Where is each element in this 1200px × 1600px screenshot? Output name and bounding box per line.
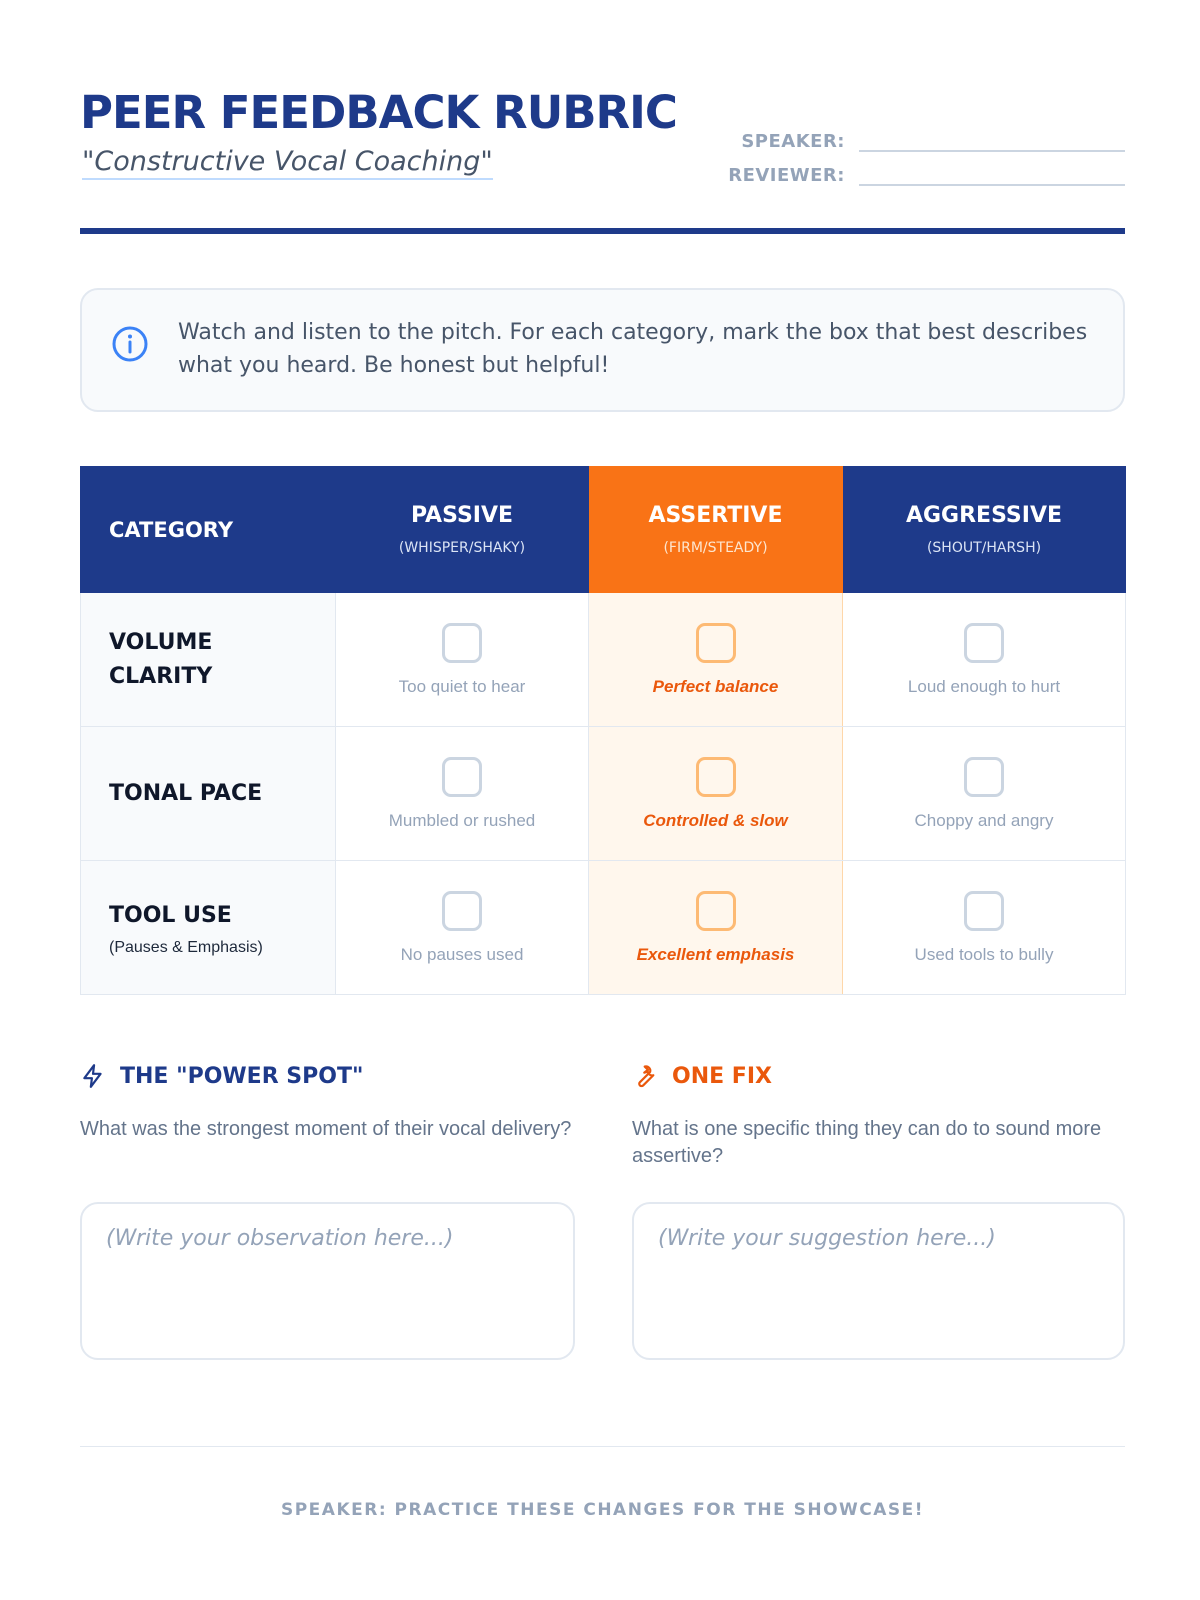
- rubric-row-tonal-pace: [81, 727, 1126, 861]
- checkbox[interactable]: [964, 891, 1004, 931]
- checkbox[interactable]: [964, 623, 1004, 663]
- rubric-cell: [843, 593, 1126, 727]
- page-title: PEER FEEDBACK RUBRIC: [80, 86, 677, 139]
- rubric-header-row: [81, 467, 1126, 593]
- checkbox[interactable]: [696, 757, 736, 797]
- power-spot-title: THE "POWER SPOT": [120, 1063, 364, 1089]
- category-cell: [81, 861, 336, 995]
- rubric-cell: [589, 861, 843, 995]
- column-sublabel: (WHISPER/SHAKY): [398, 540, 526, 556]
- category-cell: [81, 593, 336, 727]
- rubric-cell: [589, 593, 843, 727]
- category-subtext: (Pauses & Emphasis): [109, 938, 263, 956]
- column-label: ASSERTIVE: [648, 503, 783, 528]
- one-fix-title: ONE FIX: [672, 1063, 772, 1089]
- cell-description: Controlled & slow: [643, 810, 788, 830]
- power-spot-question: What was the strongest moment of their vocal delivery?: [80, 1118, 572, 1140]
- page-subtitle: "Constructive Vocal Coaching": [82, 146, 493, 180]
- rubric-table: [80, 466, 1126, 995]
- rubric-row-tool-use: [81, 861, 1126, 995]
- rubric-cell: [336, 593, 589, 727]
- column-sublabel: (SHOUT/HARSH): [926, 540, 1042, 556]
- wrench-icon: [632, 1063, 658, 1089]
- one-fix-answer-box[interactable]: [632, 1202, 1125, 1360]
- cell-description: Too quiet to hear: [398, 676, 526, 696]
- column-sublabel: (FIRM/STEADY): [663, 540, 768, 556]
- column-header-assertive: [589, 467, 843, 593]
- footer-text: SPEAKER: PRACTICE THESE CHANGES FOR THE SHOWCASE!: [280, 1500, 925, 1520]
- instructions-text: Watch and listen to the pitch. For each category, mark the box that best describes what you heard. Be honest but helpful!: [178, 320, 1088, 378]
- column-header-aggressive: [843, 467, 1126, 593]
- checkbox[interactable]: [696, 623, 736, 663]
- category-cell: [81, 727, 336, 861]
- rubric-cell: [589, 727, 843, 861]
- cell-description: Perfect balance: [652, 676, 779, 696]
- instructions-box: [80, 288, 1125, 412]
- reviewer-row: [725, 160, 1125, 186]
- header: [80, 80, 1125, 230]
- cell-description: Excellent emphasis: [636, 944, 795, 964]
- column-label: AGGRESSIVE: [905, 503, 1063, 528]
- cell-description: Choppy and angry: [914, 810, 1054, 830]
- power-spot-heading: [80, 1060, 575, 1092]
- cell-description: No pauses used: [400, 944, 524, 964]
- power-spot-answer-box[interactable]: [80, 1202, 575, 1360]
- rubric-cell: [336, 727, 589, 861]
- checkbox[interactable]: [442, 623, 482, 663]
- checkbox[interactable]: [696, 891, 736, 931]
- speaker-label: SPEAKER:: [741, 131, 845, 152]
- info-icon: [110, 324, 150, 364]
- checkbox[interactable]: [442, 891, 482, 931]
- one-fix-placeholder: (Write your suggestion here...): [658, 1226, 996, 1251]
- power-spot-section: [80, 1060, 575, 1360]
- column-label: PASSIVE: [410, 503, 514, 528]
- footer-divider: [80, 1446, 1125, 1447]
- rubric-cell: [843, 727, 1126, 861]
- checkbox[interactable]: [964, 757, 1004, 797]
- rubric-cell: [336, 861, 589, 995]
- cell-description: Mumbled or rushed: [388, 810, 536, 830]
- power-spot-placeholder: (Write your observation here...): [106, 1226, 454, 1251]
- category-header: CATEGORY: [81, 467, 336, 593]
- speaker-field[interactable]: [859, 126, 1125, 152]
- rubric-row-volume-clarity: [81, 593, 1126, 727]
- cell-description: Used tools to bully: [914, 944, 1054, 964]
- speaker-row: [725, 126, 1125, 152]
- reviewer-field[interactable]: [859, 160, 1125, 186]
- one-fix-section: [632, 1060, 1125, 1360]
- reviewer-label: REVIEWER:: [728, 165, 845, 186]
- header-divider: [80, 228, 1125, 234]
- category-name: TONAL PACE: [109, 780, 263, 806]
- rubric-cell: [843, 861, 1126, 995]
- category-name: TOOL USE: [109, 902, 232, 928]
- category-name: VOLUME CLARITY: [109, 629, 213, 689]
- checkbox[interactable]: [442, 757, 482, 797]
- one-fix-question: What is one specific thing they can do to sound more assertive?: [632, 1118, 1102, 1167]
- column-header-passive: [336, 467, 589, 593]
- cell-description: Loud enough to hurt: [907, 676, 1061, 696]
- lightning-icon: [80, 1063, 106, 1089]
- one-fix-heading: [632, 1060, 1125, 1092]
